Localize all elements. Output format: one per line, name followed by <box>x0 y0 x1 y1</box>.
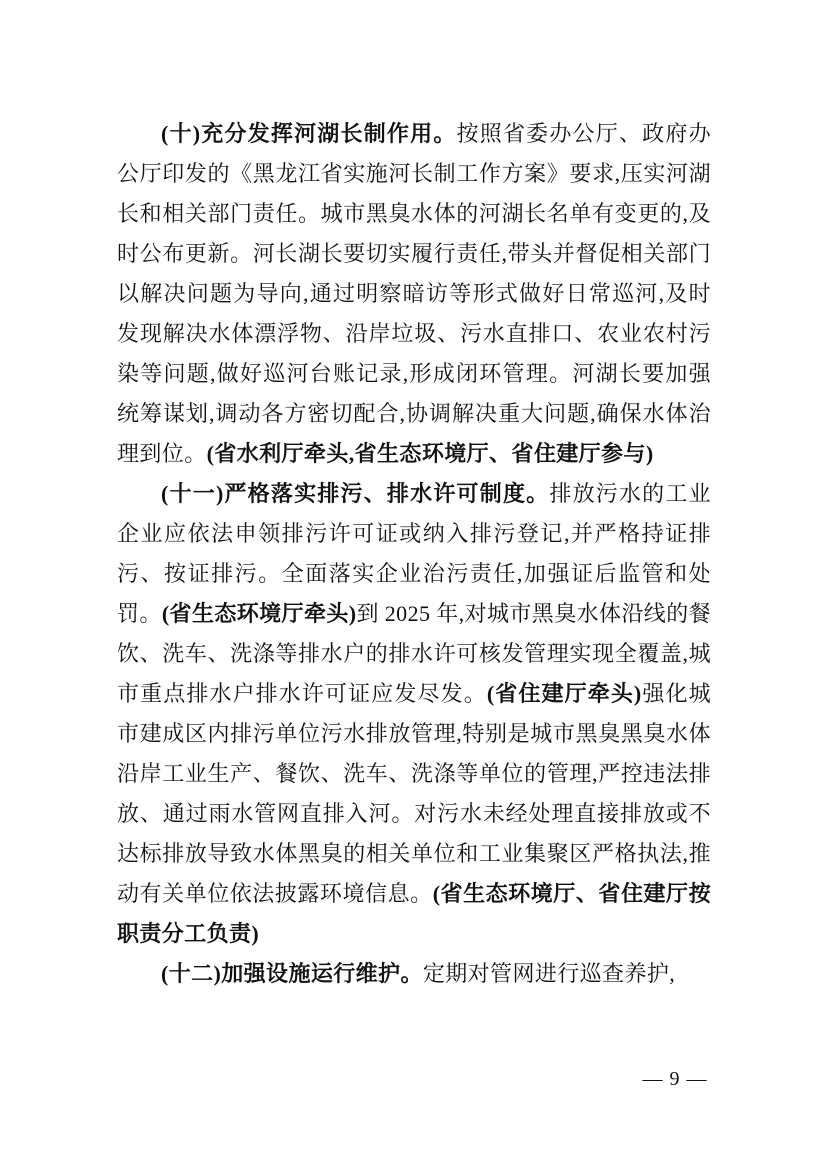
clause-12-heading: (十二)加强设施运行维护。 <box>161 961 423 986</box>
clause-11-responsible-dept-2: (省住建厅牵头) <box>486 681 642 706</box>
paragraph-item-12 <box>117 954 711 994</box>
clause-11-responsible-depts-3: (省生态环境厅、省住建厅按职责分工负责) <box>117 881 711 946</box>
paragraph-item-11 <box>117 474 711 954</box>
clause-11-heading: (十一)严格落实排污、排水许可制度。 <box>161 481 550 506</box>
paragraph-item-10 <box>117 114 711 474</box>
document-body <box>117 114 711 994</box>
clause-10-heading: (十)充分发挥河湖长制作用。 <box>161 121 457 146</box>
clause-12-body: 定期对管网进行巡查养护, <box>422 961 676 986</box>
clause-11-body-1: 排放污水的工业企业应依法申领排污许可证或纳入排污登记,并严格持证排污、按证排污。全面落实企业治污责任,加强证后监管和处罚。 <box>117 481 711 626</box>
clause-11-body-2: 到 2025 年,对城市黑臭水体沿线的餐饮、洗车、洗涤等排水户的排水许可核发管理实现全覆盖,城市重点排水户排水许可证应发尽发。 <box>117 601 711 706</box>
clause-11-body-3: 强化城市建成区内排污单位污水排放管理,特别是城市黑臭黑臭水体沿岸工业生产、餐饮、洗车、洗涤等单位的管理,严控违法排放、通过雨水管网直排入河。对污水未经处理直接排放或不达标排放导致水体黑臭的相关单位和工业集聚区严格执法,推动有关单位依法披露环境信息。 <box>117 681 711 906</box>
clause-10-responsible-depts: (省水利厅牵头,省生态环境厅、省住建厅参与) <box>206 441 654 466</box>
clause-10-body: 按照省委办公厅、政府办公厅印发的《黑龙江省实施河长制工作方案》要求,压实河湖长和相关部门责任。城市黑臭水体的河湖长名单有变更的,及时公布更新。河长湖长要切实履行责任,带头并督促相关部门以解决问题为导向,通过明察暗访等形式做好日常巡河,及时发现解决水体漂浮物、沿岸垃圾、污水直排口、农业农村污染等问题,做好巡河台账记录,形成闭环管理。河湖长要加强统筹谋划,调动各方密切配合,协调解决重大问题,确保水体治理到位。 <box>117 121 711 466</box>
clause-11-responsible-dept-1: (省生态环境厅牵头) <box>161 601 357 626</box>
page-number: — 9 — <box>642 1068 708 1090</box>
